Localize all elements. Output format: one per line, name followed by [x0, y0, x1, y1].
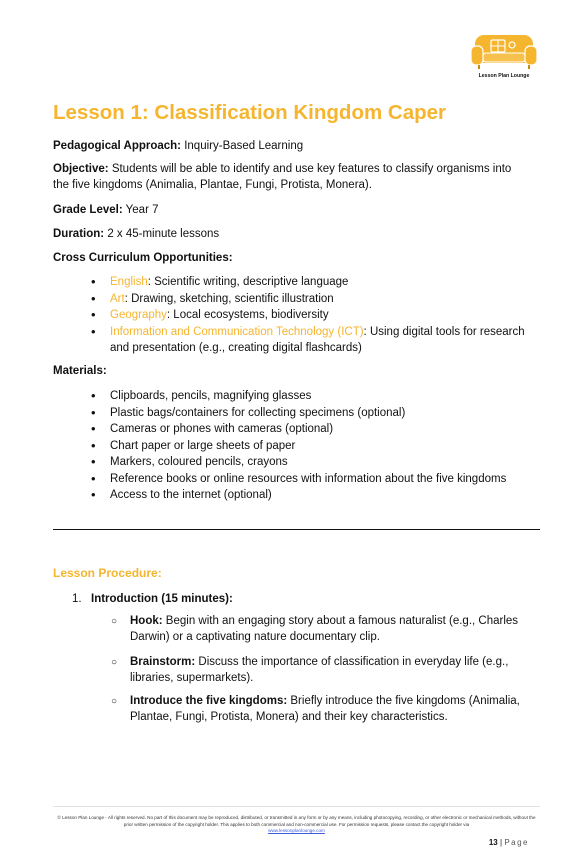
duration-field — [53, 226, 523, 242]
cross-curriculum-label: Cross Curriculum Opportunities: — [53, 252, 233, 264]
page-number — [489, 838, 529, 847]
footer-copyright — [53, 815, 540, 835]
item-label: Introduce the five kingdoms: — [130, 695, 288, 707]
objective-field — [53, 161, 523, 193]
page-label: Page — [504, 838, 529, 847]
item-text: Begin with an engaging story about a famous naturalist (e.g., Charles Darwin) or a captivating nature documentary clip. — [130, 615, 519, 643]
logo-text: Lesson Plan Lounge — [478, 73, 530, 79]
materials-list — [110, 388, 530, 504]
procedure-title: Lesson Procedure: — [53, 566, 162, 580]
materials-label: Materials: — [53, 365, 107, 377]
section-divider — [53, 529, 540, 530]
list-item: • Art: Drawing, sketching, scientific illustration — [110, 291, 530, 308]
materials-heading — [53, 363, 523, 379]
grade-value: Year 7 — [125, 204, 159, 216]
objective-value: Students will be able to identify and use key features to classify organisms into the five kingdoms (Animalia, Plantae, Fungi, Protista, Monera). — [53, 163, 512, 191]
approach-label: Pedagogical Approach: — [53, 140, 182, 152]
list-item: • Markers, coloured pencils, crayons — [110, 454, 530, 471]
list-item: • Plastic bags/containers for collecting specimens (optional) — [110, 405, 530, 422]
step-title: Introduction (15 minutes): — [91, 593, 233, 605]
subject-detail: Drawing, sketching, scientific illustration — [131, 292, 334, 305]
procedure-step — [72, 591, 233, 607]
subject-name: Art — [110, 292, 125, 305]
cross-curriculum-heading — [53, 250, 523, 266]
circle-bullet-icon: ○ — [111, 696, 118, 707]
item-text: Briefly introduce the five kingdoms (Animalia, Plantae, Fungi, Protista, Monera) and their key characteristics. — [130, 695, 520, 723]
list-item: • Clipboards, pencils, magnifying glasses — [110, 388, 530, 405]
list-item: • English: Scientific writing, descriptive language — [110, 274, 530, 291]
approach-field — [53, 138, 523, 154]
list-item: • Access to the internet (optional) — [110, 487, 530, 504]
circle-bullet-icon: ○ — [111, 657, 118, 668]
step-number: 1. — [72, 593, 82, 605]
page-number-value: 13 — [488, 838, 498, 847]
item-label: Hook: — [130, 615, 163, 627]
duration-label: Duration: — [53, 228, 105, 240]
grade-label: Grade Level: — [53, 204, 123, 216]
item-label: Brainstorm: — [130, 656, 196, 668]
page-separator: | — [500, 838, 503, 847]
procedure-item — [111, 613, 535, 645]
brand-logo — [469, 33, 539, 83]
objective-label: Objective: — [53, 163, 109, 175]
duration-value: 2 x 45-minute lessons — [107, 228, 220, 240]
grade-field — [53, 202, 523, 218]
cross-curriculum-list — [110, 274, 530, 357]
subject-name: English — [110, 276, 148, 288]
copyright-text: © Lesson Plan Lounge - All rights reserved. No part of this document may be reproduced, distributed, or transmitted in any form or by any means, including photocopying, recording, or other electronic or mechanical methods, without the prior written permission of the copyright holder. This applies to both commercial and non-commercial use. For permission requests, please contact the copyright holder via — [57, 815, 536, 827]
subject-name: Information and Communication Technology (ICT) — [110, 325, 364, 338]
item-text: Discuss the importance of classification in everyday life (e.g., libraries, supermarkets). — [130, 656, 509, 684]
subject-detail: Local ecosystems, biodiversity — [173, 309, 329, 321]
list-item: • Chart paper or large sheets of paper — [110, 438, 530, 455]
subject-detail: Scientific writing, descriptive language — [154, 276, 349, 288]
procedure-item — [111, 654, 535, 686]
procedure-item — [111, 693, 535, 725]
website-link[interactable]: www.lessonplanlounge.com — [268, 828, 325, 834]
lesson-title: Lesson 1: Classification Kingdom Caper — [53, 101, 446, 124]
circle-bullet-icon: ○ — [111, 616, 118, 627]
list-item: • Geography: Local ecosystems, biodiversity — [110, 307, 530, 324]
approach-value: Inquiry-Based Learning — [184, 140, 304, 152]
list-item: • Reference books or online resources with information about the five kingdoms — [110, 471, 530, 488]
footer-divider — [53, 806, 540, 807]
sofa-logo-icon — [469, 33, 539, 73]
list-item: • Information and Communication Technology (ICT): Using digital tools for research and presentation (e.g., creating digital flashcards) — [110, 324, 530, 357]
list-item: • Cameras or phones with cameras (optional) — [110, 421, 530, 438]
subject-name: Geography — [110, 309, 167, 321]
subject-detail: Using digital tools for research and presentation (e.g., creating digital flashcards) — [110, 325, 525, 354]
